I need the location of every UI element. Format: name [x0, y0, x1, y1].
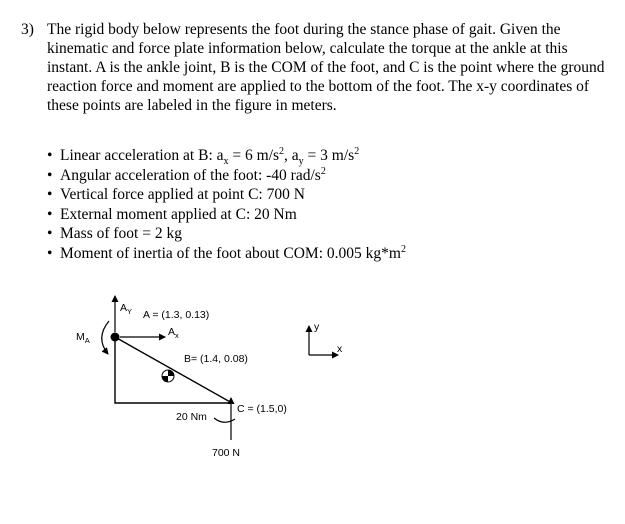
ay-label: $A_Y$ [120, 302, 133, 316]
angular-acc-text: Angular acceleration of the foot: -40 rad/s [60, 166, 321, 184]
ax-value: = 6 m/s [228, 147, 280, 164]
angular-acc-squared: 2 [320, 165, 326, 177]
x-axis-label: x [337, 343, 343, 355]
inertia-squared: 2 [400, 243, 406, 255]
c-coordinate-label: C = (1.5,0) [237, 403, 287, 415]
b-coordinate-label: B= (1.4, 0.08) [184, 353, 248, 365]
c-moment-label: 20 Nm [176, 411, 207, 423]
ma-moment-arrow [102, 321, 109, 354]
ax-label: $A_x$ [168, 326, 179, 340]
ax-subscript: x [223, 156, 229, 168]
ay-label: , a [284, 147, 299, 164]
given-external-moment: • External moment applied at C: 20 Nm [47, 205, 607, 225]
inertia-text: Moment of inertia of the foot about COM: 0.005 kg*m [60, 244, 401, 262]
ma-label: $M_A$ [76, 331, 90, 345]
linear-acc-label: Linear acceleration at B: a [60, 147, 224, 164]
given-mass: • Mass of foot = 2 kg [47, 224, 607, 244]
ay-value: = 3 m/s [303, 147, 355, 164]
foot-body [115, 337, 232, 403]
question-number: 3) [21, 21, 34, 38]
c-force-label: 700 N [212, 447, 241, 459]
ankle-joint-point [111, 333, 120, 342]
given-vertical-force: • Vertical force applied at point C: 700 N [47, 185, 607, 205]
question-text: The rigid body below represents the foot during the stance phase of gait. Given the kinematic and force plate information below, calculate the torque at the ankle at this instant. A is the ankle joint, B is the COM of the foot, and C is the point where the ground reaction force and moment are applied to the bottom of the foot. The x-y coordinates of these points are labeled in the figure in meters. [47, 21, 605, 114]
com-symbol [162, 370, 174, 382]
ay-squared: 2 [354, 145, 360, 157]
c-moment-arrow [214, 418, 235, 422]
y-axis-label: y [314, 321, 320, 333]
ay-subscript: y [298, 156, 304, 168]
a-coordinate-label: A = (1.3, 0.13) [143, 309, 210, 321]
ax-squared: 2 [279, 145, 285, 157]
